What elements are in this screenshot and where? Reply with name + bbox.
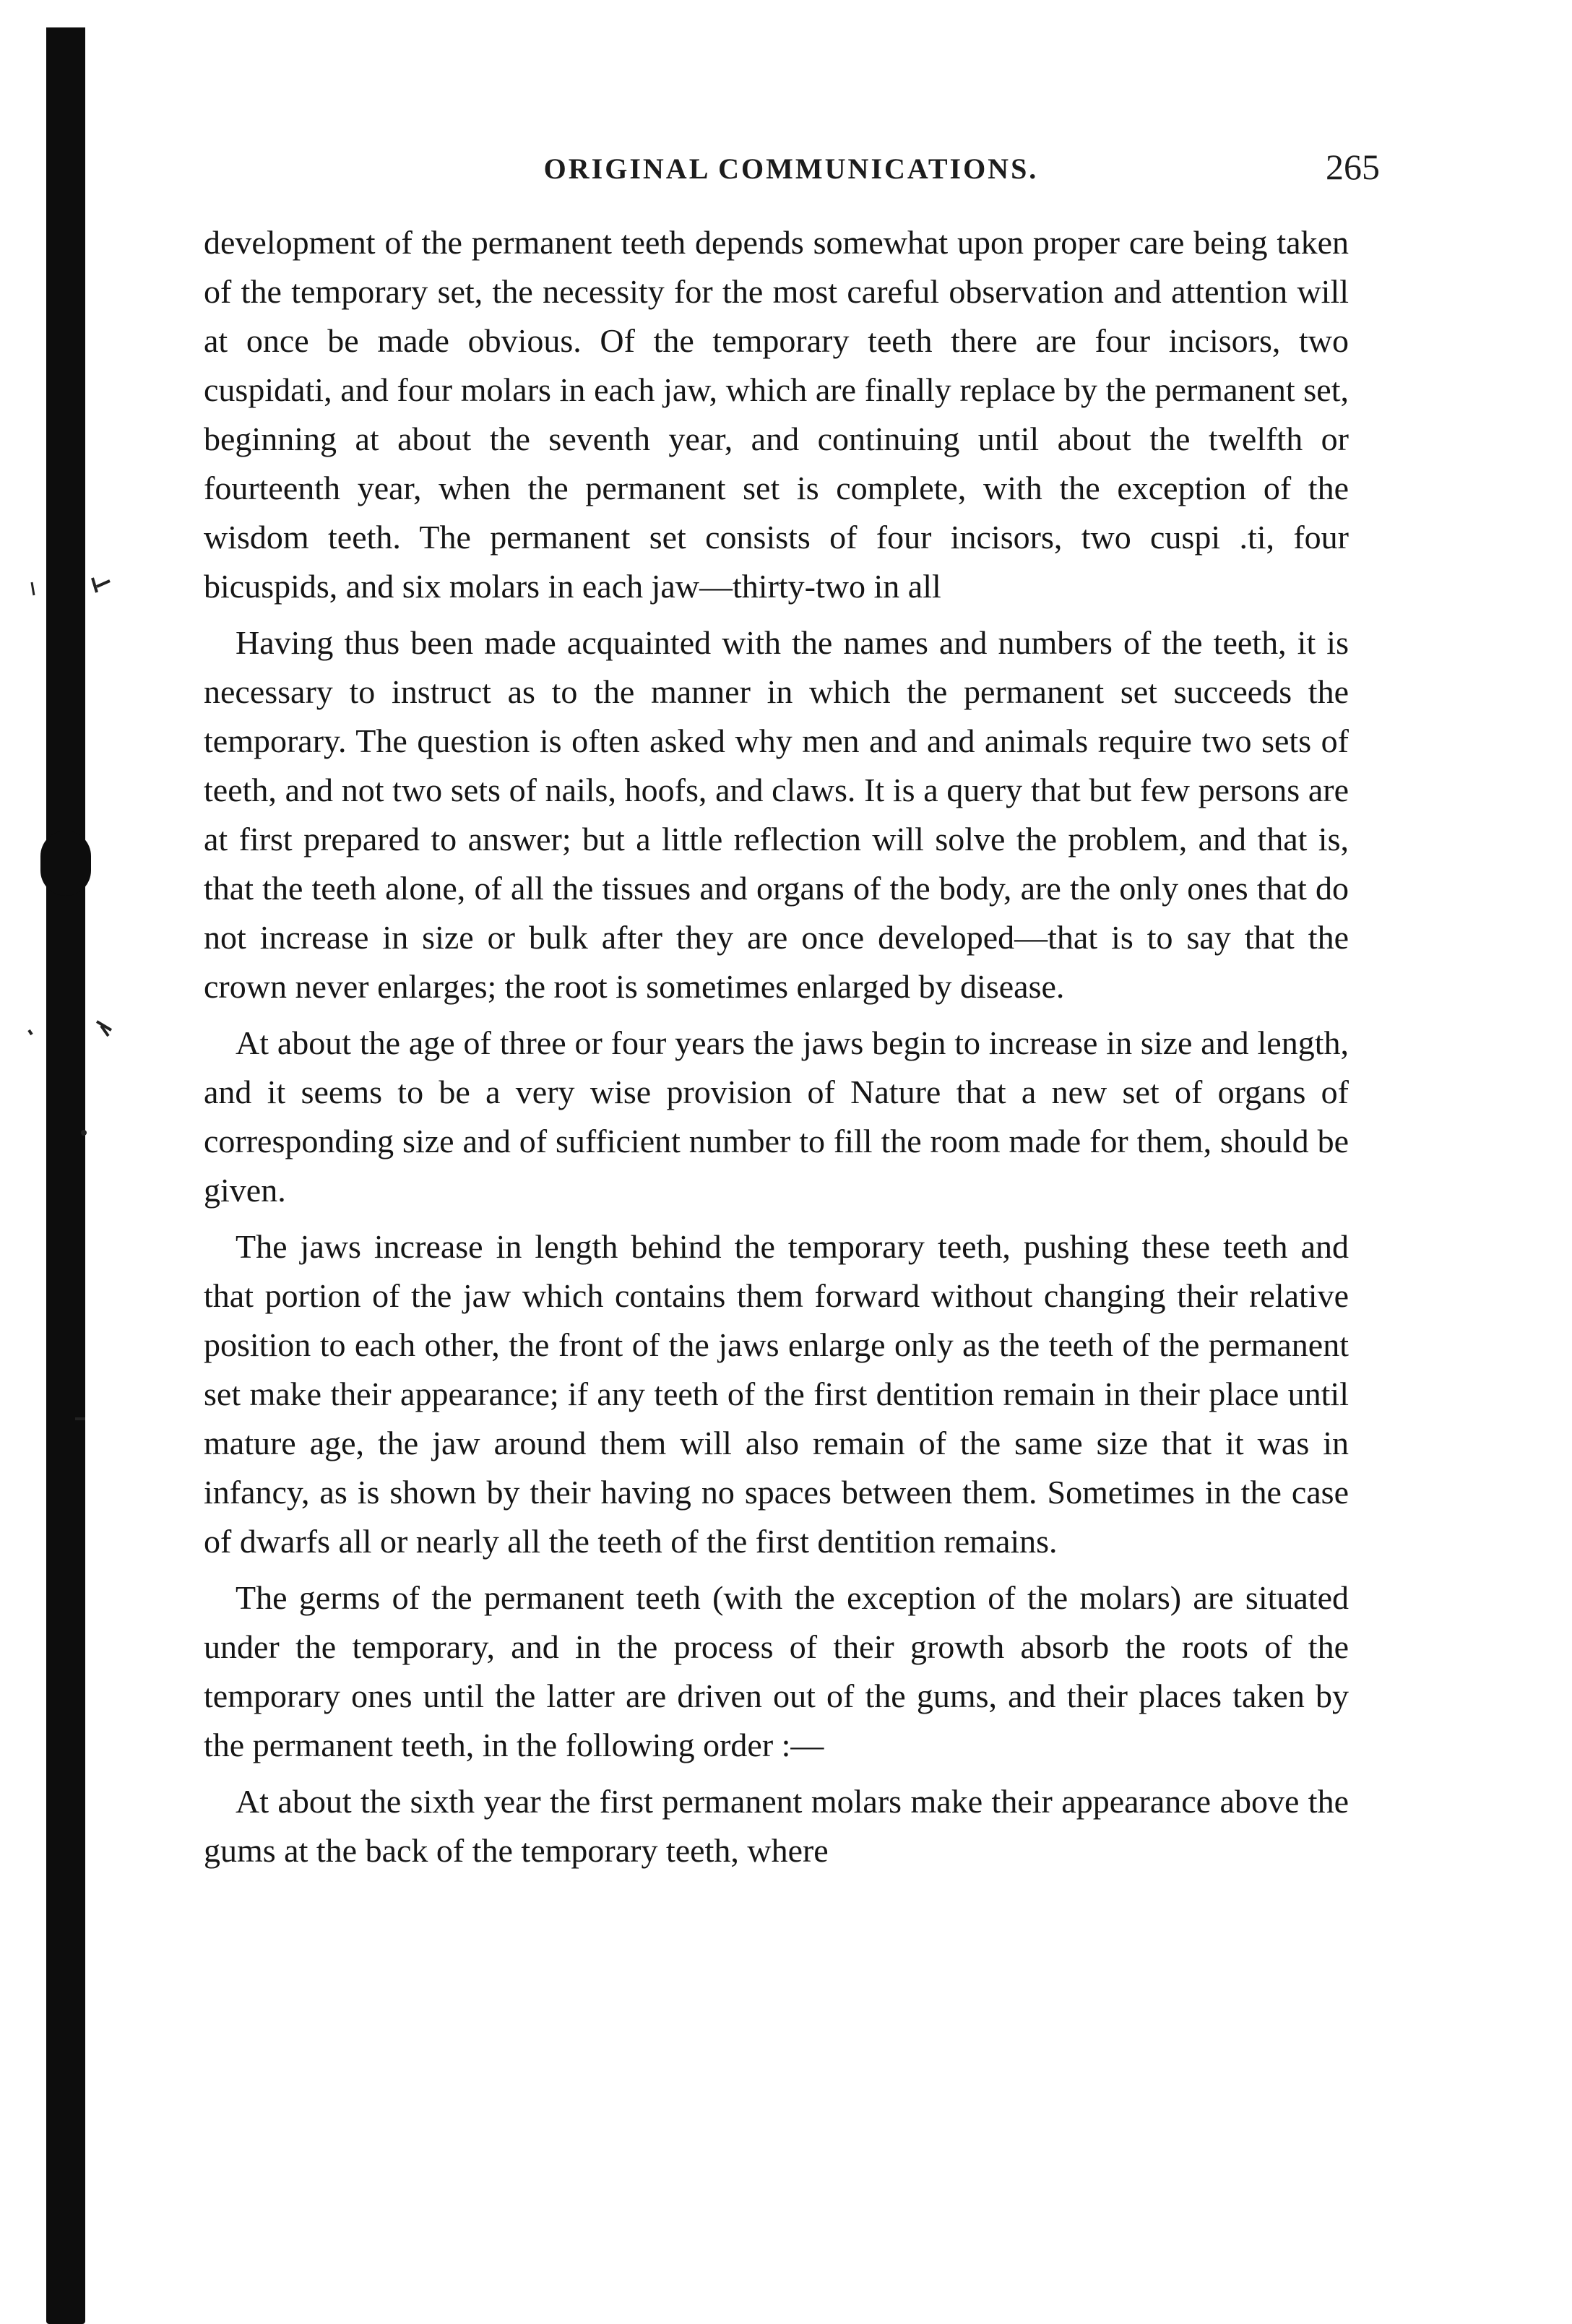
running-head: ORIGINAL COMMUNICATIONS. xyxy=(543,152,1039,185)
scan-speck-3 xyxy=(29,1030,32,1034)
page-number: 265 xyxy=(1326,147,1380,187)
page-header xyxy=(202,147,1380,195)
paragraph-1: development of the permanent teeth depends somewhat upon proper care being taken of the temporary set, the necessity for the most careful observation and attention will at once be made obvious. Of the temporary teeth there are four incisors, two cuspidati, and four molars in each jaw, which are finally replace by the permanent set, beginning at about the seventh year, and continuing until about the twelfth or fourteenth year, when the permanent set is complete, with the exception of the wisdom teeth. The permanent set consists of four incisors, two cuspi .ti, four bicuspids, and six molars in each jaw—thirty-two in all xyxy=(204,224,1349,605)
paragraph-5: The germs of the permanent teeth (with the exception of the molars) are situated under the temporary, and in the process of their growth absorb the roots of the temporary ones until the latter are driven out of the gums, and their places taken by the permanent teeth, in the following order :— xyxy=(204,1579,1349,1763)
scan-speck-2 xyxy=(92,578,110,592)
body-text xyxy=(204,218,1349,1875)
scan-speck-5 xyxy=(81,1130,87,1136)
paragraph-4: The jaws increase in length behind the temporary teeth, pushing these teeth and that portion of the jaw which contains them forward without changing their relative position to each other, the front of the jaws enlarge only as the teeth of the permanent set make their appearance; if any teeth of the first dentition remain in their place until mature age, the jaw around them will also remain of the same size that it was in infancy, as is shown by their having no spaces between them. Sometimes in the case of dwarfs all or nearly all the teeth of the first dentition remains. xyxy=(204,1228,1349,1560)
scan-speck-1 xyxy=(32,582,34,595)
paragraph-2: Having thus been made acquainted with the names and numbers of the teeth, it is necessary to instruct as to the manner in which the permanent set succeeds the temporary. The question is often asked why men and and animals require two sets of teeth, and not two sets of nails, hoofs, and claws. It is a query that but few persons are at first prepared to answer; but a little reflection will solve the problem, and that is, that the teeth alone, of all the tissues and organs of the body, are the only ones that do not increase in size or bulk after they are once developed—that is to say that the crown never enlarges; the root is sometimes enlarged by disease. xyxy=(204,624,1349,1005)
paragraph-6: At about the sixth year the first permanent molars make their appearance above the gums at the back of the temporary teeth, where xyxy=(204,1783,1349,1869)
paragraph-3: At about the age of three or four years the jaws begin to increase in size and length, and it seems to be a very wise provision of Nature that a new set of organs of corresponding size and of sufficient number to fill the room made for them, should be given. xyxy=(204,1024,1349,1209)
scan-speck-4 xyxy=(97,1021,111,1036)
